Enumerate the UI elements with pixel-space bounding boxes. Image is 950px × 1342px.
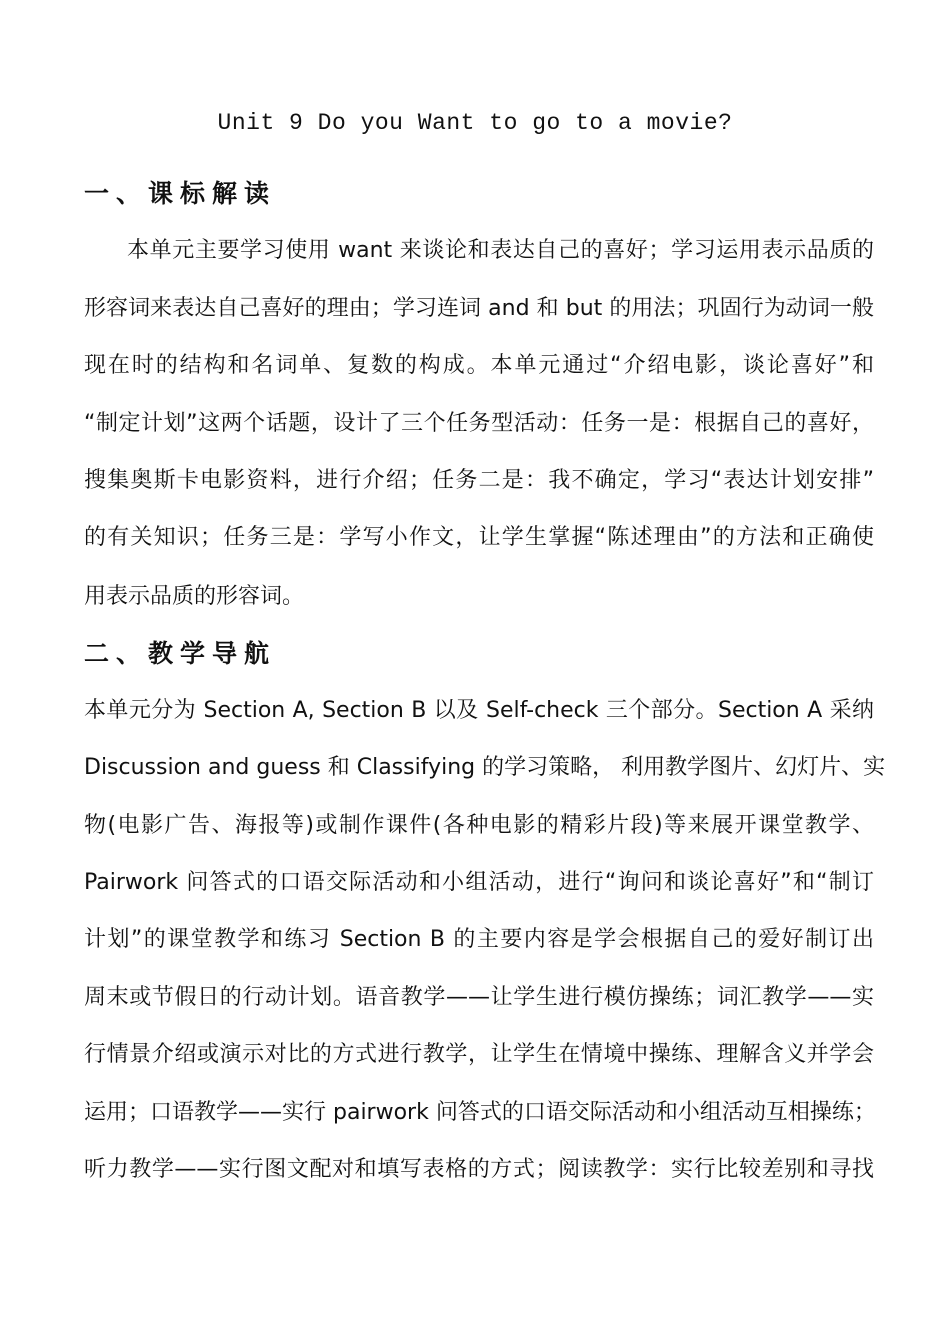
paragraph-line: 听力教学——实行图文配对和填写表格的方式；阅读教学：实行比较差别和寻找 (84, 1157, 874, 1182)
paragraph-line: 本单元主要学习使用 want 来谈论和表达自己的喜好；学习运用表示品质的 (127, 238, 874, 263)
paragraph-line: 本单元分为 Section A, Section B 以及 Self-check 三个部分。Section A 采纳 (84, 698, 874, 723)
document-title: Unit 9 Do you Want to go to a movie? (217, 110, 733, 136)
paragraph-line: 现在时的结构和名词单、复数的构成。本单元通过“介绍电影，谈论喜好”和 (84, 353, 874, 378)
section-heading-teaching-guide: 二、教学导航 (84, 639, 277, 668)
paragraph-line: 计划”的课堂教学和练习 Section B 的主要内容是学会根据自己的爱好制订出 (84, 927, 874, 952)
paragraph-line: 的有关知识；任务三是：学写小作文，让学生掌握“陈述理由”的方法和正确使 (84, 525, 874, 550)
section-heading-curriculum: 一、课标解读 (84, 179, 277, 208)
paragraph-line: Discussion and guess 和 Classifying 的学习策略， 利用教学图片、幻灯片、实 (84, 755, 886, 780)
paragraph-line: 搜集奥斯卡电影资料，进行介绍；任务二是：我不确定，学习“表达计划安排” (84, 468, 874, 493)
paragraph-line: 周末或节假日的行动计划。语音教学——让学生进行模仿操练；词汇教学——实 (84, 985, 874, 1010)
paragraph-line: 物(电影广告、海报等)或制作课件(各种电影的精彩片段)等来展开课堂教学、 (84, 813, 874, 838)
paragraph-line: “制定计划”这两个话题，设计了三个任务型活动：任务一是：根据自己的喜好， (84, 411, 874, 436)
paragraph-line: 形容词来表达自己喜好的理由；学习连词 and 和 but 的用法；巩固行为动词一般 (84, 296, 874, 321)
paragraph-line: 行情景介绍或演示对比的方式进行教学，让学生在情境中操练、理解含义并学会 (84, 1042, 874, 1067)
paragraph-line: 用表示品质的形容词。 (84, 584, 305, 609)
paragraph-line: Pairwork 问答式的口语交际活动和小组活动，进行“询问和谈论喜好”和“制订 (84, 870, 874, 895)
paragraph-line: 运用；口语教学——实行 pairwork 问答式的口语交际活动和小组活动互相操练； (84, 1100, 876, 1125)
